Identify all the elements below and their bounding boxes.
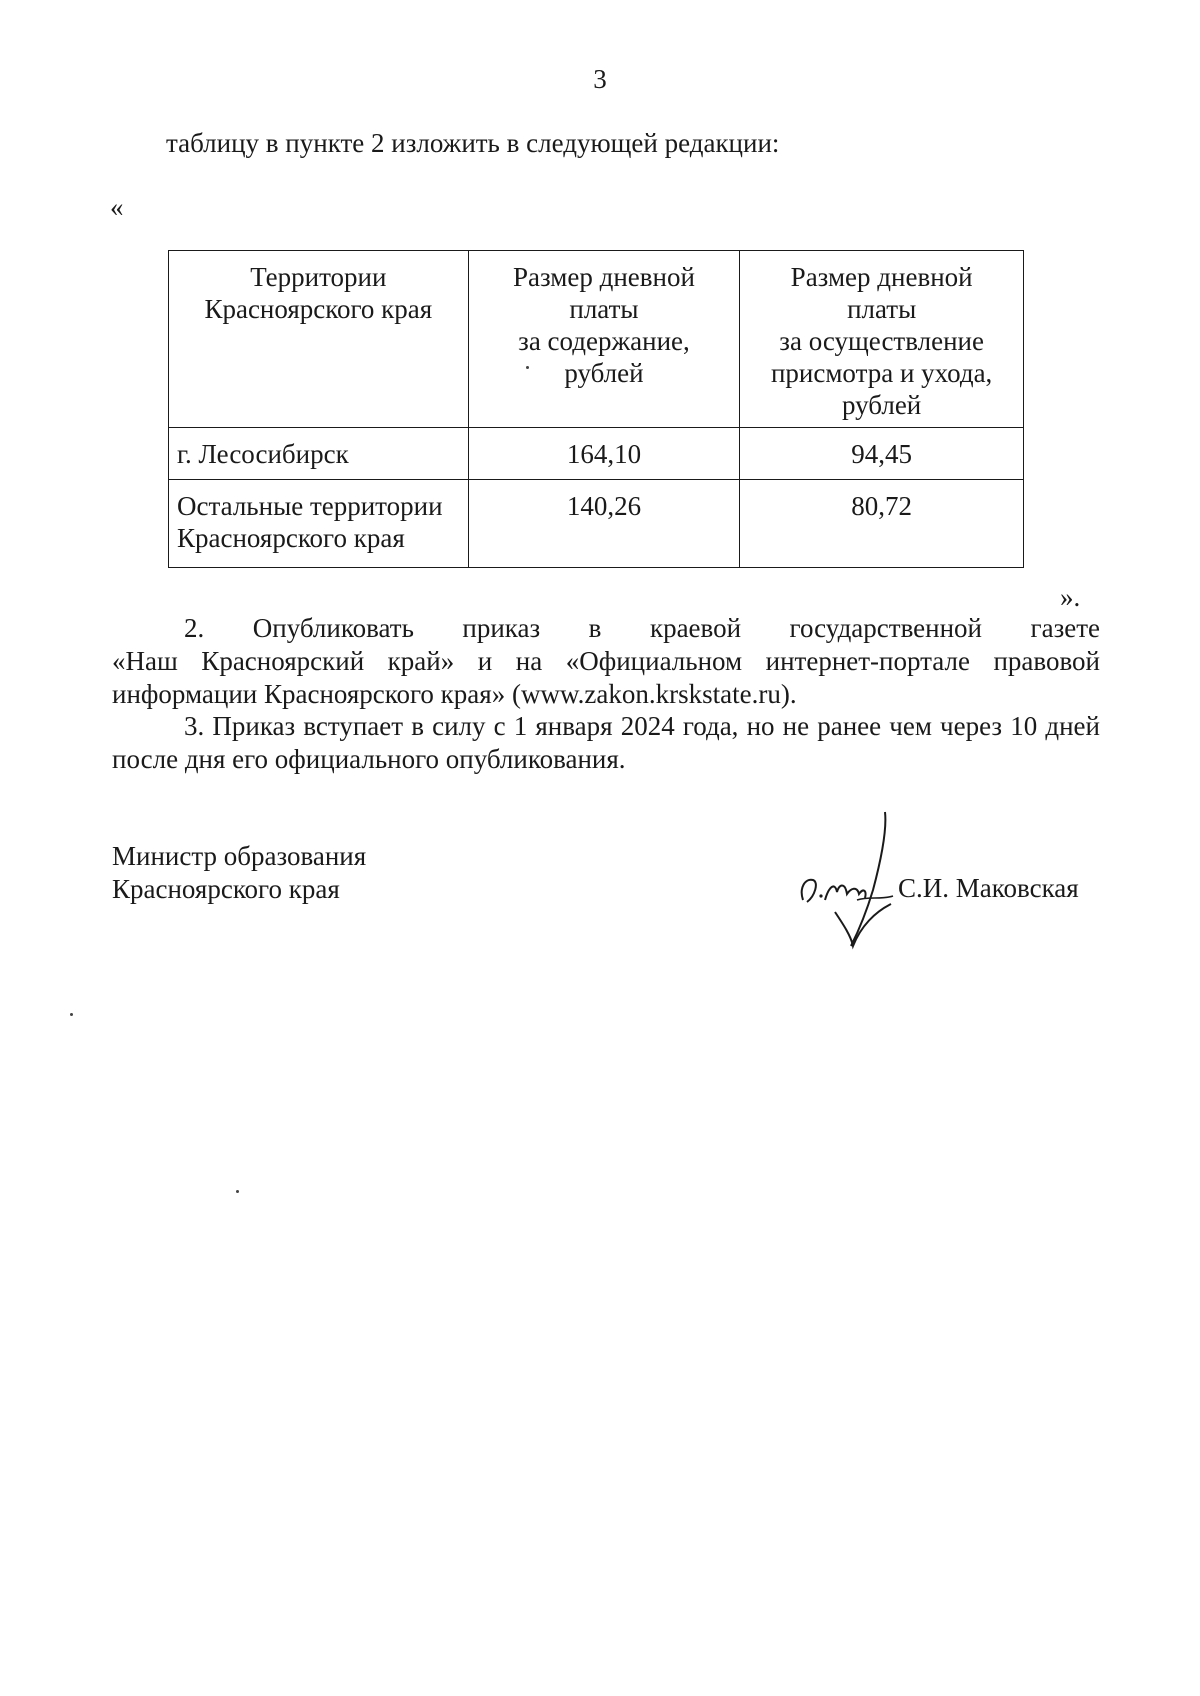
territory-line: Остальные территории [177, 491, 443, 521]
header-line: Территории [250, 262, 387, 292]
scan-speck [236, 1190, 239, 1193]
tariff-table [168, 250, 1024, 568]
scan-speck [526, 366, 529, 369]
paragraph-2 [112, 612, 1100, 711]
header-line: Размер дневной [513, 262, 695, 292]
header-line: присмотра и ухода, [770, 358, 993, 388]
header-line: Размер дневной [790, 262, 973, 292]
intro-text: таблицу в пункте 2 изложить в следующей редакции: [166, 128, 780, 158]
header-line: за осуществление [779, 326, 984, 356]
cell-care-fee: 94,45 [740, 428, 1024, 480]
header-line: рублей [842, 390, 922, 420]
page-number: 3 [593, 64, 607, 94]
header-content-fee [468, 251, 740, 428]
paragraph-3: 3. Приказ вступает в силу с 1 января 2024 года, но не ранее чем через 10 дней после дня его официального опубликования. [112, 711, 1100, 774]
table-row [169, 428, 1024, 480]
close-quote: ». [1060, 582, 1081, 612]
paragraph-2-line1: 2. Опубликовать приказ в краевой государственной газете [184, 613, 1100, 643]
table-row [169, 480, 1024, 568]
scan-speck [70, 1013, 73, 1016]
open-quote: « [110, 192, 124, 222]
header-line: платы [847, 294, 917, 324]
signatory-title-line: Министр образования [112, 841, 367, 871]
paragraph-2-rest: «Наш Красноярский край» и на «Официальном интернет-портале правовой информации Красноярского края» (www.zakon.krskstate.ru). [112, 646, 1100, 709]
signatory-title [112, 840, 366, 906]
cell-territory: г. Лесосибирск [169, 428, 469, 480]
header-line: Красноярского края [204, 294, 433, 324]
header-territory [169, 251, 469, 428]
signatory-title-line: Красноярского края [112, 874, 340, 904]
header-line: платы [569, 294, 639, 324]
header-line: рублей [564, 358, 644, 388]
header-care-fee [740, 251, 1024, 428]
territory-line: Красноярского края [177, 523, 405, 553]
cell-content-fee: 164,10 [468, 428, 740, 480]
table-header-row [169, 251, 1024, 428]
cell-care-fee: 80,72 [740, 480, 1024, 568]
signatory-name: С.И. Маковская [898, 873, 1079, 903]
header-line: за содержание, [518, 326, 690, 356]
cell-territory [169, 480, 469, 568]
handwritten-signature [795, 800, 905, 950]
cell-content-fee: 140,26 [468, 480, 740, 568]
